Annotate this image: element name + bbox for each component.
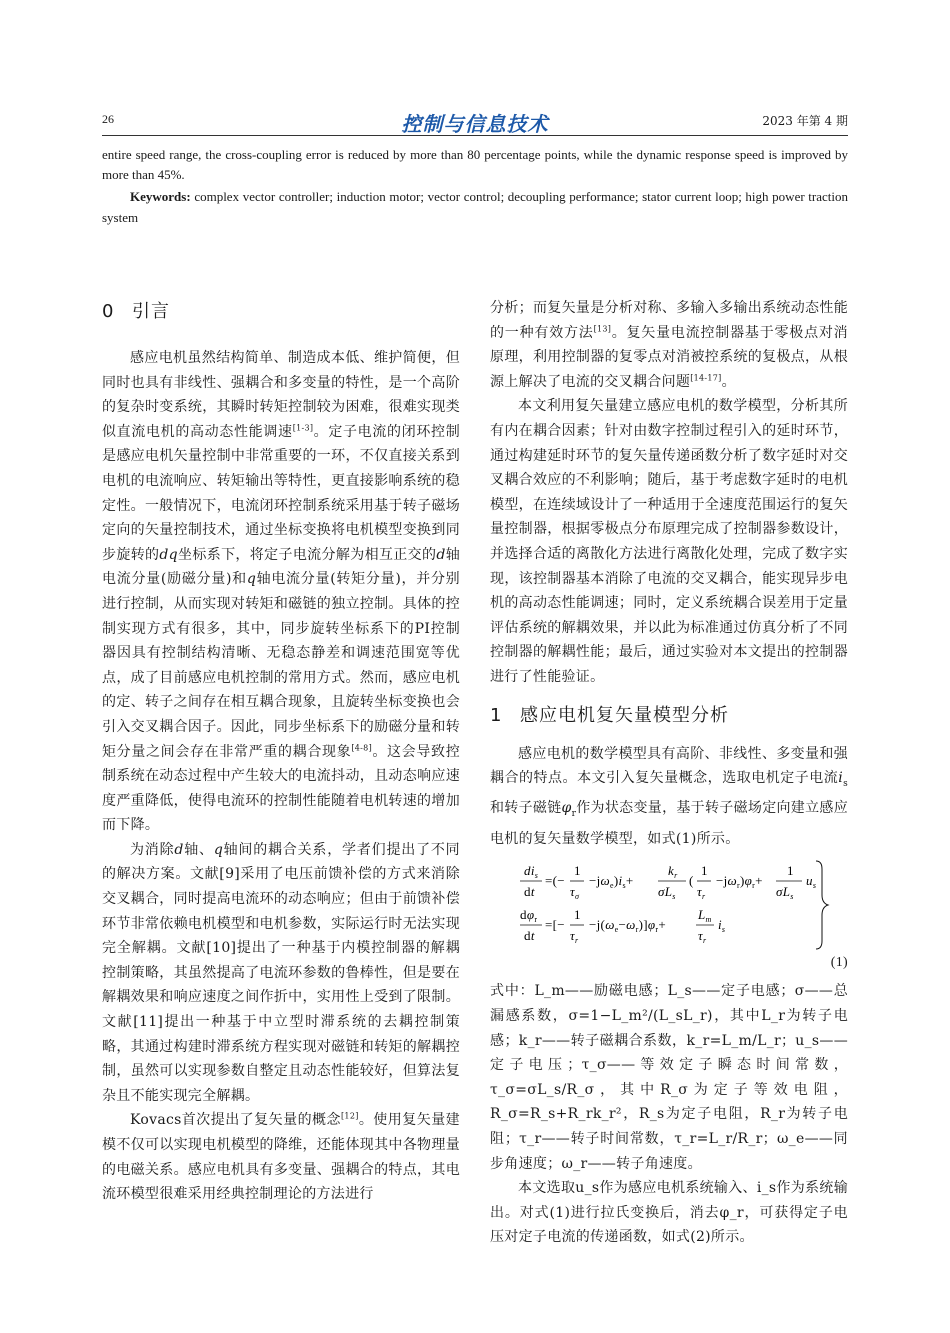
svg-text:is: $i_s$ — [718, 917, 726, 935]
keywords-label: Keywords: — [130, 189, 191, 204]
section-1-title: 感应电机复矢量模型分析 — [520, 704, 729, 726]
svg-text:τr: $\tau_r$ — [698, 928, 707, 946]
journal-title: 控制与信息技术 — [401, 112, 549, 136]
keywords-text: complex vector controller; induction motor; vector control; decoupling performance; stator current loop; high power traction system — [102, 189, 848, 225]
svg-text:σLs: $\sigma L_s$ — [658, 884, 676, 902]
intro-paragraph-2: 为消除d轴、q轴间的耦合关系，学者们提出了不同的解决方案。文献[9]采用了电压前馈补偿的方式来消除交叉耦合，同时提高电流环的动态响应；但由于前馈补偿环节非常依赖电机模型和电机参数，实际运行时无法实现完全解耦。文献[10]提出了一种基于内模控制器的解耦控制策略，其虽然提高了电流环参数的鲁棒性，但是要在解耦效果和响应速度之间作折中，实用性上受到了限制。文献[11]提出一种基于中立型时滞系统的去耦控制策略，其通过构建时滞系统方程实现对磁链和转矩的解耦控制，虽然可以实现参数自整定且动态性能较好，但算法复杂且不能实现完全解耦。 — [102, 841, 460, 1104]
svg-text:−jωe)is+: $-j\omega_e)i_s+$ — [589, 873, 634, 891]
intro-paragraph-3: Kovacs首次提出了复矢量的概念[12]。使用复矢量建模不仅可以实现电机模型的降维，还能体现其中各物理量的电磁关系。感应电机具有多变量、强耦合的特点，其电流环模型很难采用经典控制理论的方法进行 — [102, 1111, 460, 1203]
citation: [12] — [341, 1111, 359, 1121]
page-number: 26 — [102, 112, 114, 126]
symbol-definitions: 式中：L_m——励磁电感；L_s——定子电感；σ——总漏感系数，σ=1−L_m²/(L_sL_r)，其中L_r为转子电感；k_r——转子磁耦合系数，k_r=L_m/L_r；u_s——定子电压；τ_σ——等效定子瞬态时间常数，τ_σ=σL_s/R_σ，其中R_σ为定子等效电阻，R_σ=R_s+R_rk_r²，R_s为定子电阻，R_r为转子电阻；τ_r——转子时间常数，τ_r=L_r/R_r；ω_e——同步角速度；ω_r——转子角速度。 — [490, 983, 848, 1172]
svg-text:Lm: $L_m$ — [698, 907, 712, 925]
section-0-heading — [102, 296, 460, 328]
intro-paragraph-1: 感应电机虽然结构简单、制造成本低、维护简便，但同时也具有非线性、强耦合和多变量的特性，是一个高阶的复杂时变系统，其瞬时转矩控制较为困难，很难实现类似直流电机的高动态性能调速[1-3]。定子电流的闭环控制是感应电机矢量控制中非常重要的一环，不仅直接关系到电机的电流响应、转矩输出等特性，更直接影响系统的稳定性。一般情况下，电流闭环控制系统采用基于转子磁场定向的矢量控制技术，通过坐标变换将电机模型变换到同步旋转的dq坐标系下，将定子电流分解为相互正交的d轴电流分量(励磁分量)和q轴电流分量(转矩分量)，并分别进行控制，从而实现对转矩和磁链的独立控制。具体的控制实现方式有很多，其中，同步旋转坐标系下的PI控制器因具有控制结构清晰、无稳态静差和调速范围宽等优点，成了目前感应电机控制的常用方式。然而，感应电机的定、转子之间存在相互耦合现象，且旋转坐标变换也会引入交叉耦合因子。因此，同步坐标系下的励磁分量和转矩分量之间会存在非常严重的耦合现象[4-8]。这会导致控制系统在动态过程中产生较大的电流抖动，且动态响应速度严重降低，使得电流环的控制性能随着电机转速的增加而下降。 — [102, 350, 460, 834]
svg-text:(: ( — [689, 873, 694, 889]
issue-label: 2023 年第 4 期 — [762, 114, 848, 128]
svg-text:kr: $k_r$ — [668, 863, 678, 881]
svg-text:1: 1 — [574, 863, 581, 879]
svg-text:τσ: $\tau_\sigma$ — [570, 884, 580, 902]
citation: [4-8] — [351, 742, 372, 752]
model-paragraph-1: 感应电机的数学模型具有高阶、非线性、多变量和强耦合的特点。本文引入复矢量概念，选取电机定子电流$i_s$和转子磁链$\varphi_r$作为状态变量，基于转子磁场定向建立感应电机的复矢量数学模型，如式(1)所示。 — [490, 745, 849, 847]
svg-text:τr: $\tau_r$ — [570, 928, 579, 946]
right-column — [490, 296, 848, 1250]
svg-text:=(−: =(− — [545, 873, 565, 889]
section-1-number: 1 — [490, 704, 503, 726]
svg-text:1: 1 — [701, 863, 708, 879]
svg-text:−jωr)φr+: $-j\omega_r)\varphi_r+$ — [716, 873, 763, 891]
equation-1 — [490, 855, 848, 971]
intro-paragraph-3-continued: 分析；而复矢量是分析对称、多输入多输出系统动态性能的一种有效方法[13]。复矢量电流控制器基于零极点对消原理，利用控制器的复零点对消被控系统的复极点，从根源上解决了电流的交叉耦合问题[14-17]。 — [490, 300, 848, 390]
abstract-tail: entire speed range, the cross-coupling error is reduced by more than 80 percentage points, while the dynamic response speed is improved by more than 45%. — [102, 147, 848, 182]
citation: [1-3] — [292, 423, 314, 433]
svg-text:σLs: $\sigma L_s$ — [776, 884, 794, 902]
section-0-title: 引言 — [132, 301, 170, 322]
svg-text:=[−: =[− — [545, 917, 565, 933]
model-paragraph-2: 本文选取u_s作为感应电机系统输入、i_s作为系统输出。对式(1)进行拉氏变换后，消去φ_r，可获得定子电压对定子电流的传递函数，如式(2)所示。 — [490, 1180, 848, 1246]
citation: [13] — [593, 323, 612, 333]
equation-1-graphic — [490, 855, 848, 967]
equation-1-number: (1) — [830, 955, 848, 971]
section-0-number: 0 — [102, 301, 115, 322]
keywords — [102, 186, 848, 228]
svg-text:dt: dt — [524, 928, 535, 944]
svg-text:us: $u_s$ — [806, 873, 817, 891]
header-divider — [102, 135, 848, 136]
svg-text:1: 1 — [787, 863, 794, 879]
page-header — [102, 108, 848, 134]
svg-text:dis: $di_s$ — [524, 863, 539, 881]
intro-paragraph-4: 本文利用复矢量建立感应电机的数学模型，分析其所有内在耦合因素；针对由数字控制过程引入的延时环节，通过构建延时环节的复矢量传递函数分析了数字延时对交叉耦合效应的不利影响；随后，基于考虑数字延时的电机模型，在连续域设计了一种适用于全速度范围运行的复矢量控制器，根据零极点分布原理完成了控制器参数设计，并选择合适的离散化方法进行离散化处理，完成了数字实现，该控制器基本消除了电流的交叉耦合，能实现异步电机的高动态性能调速；同时，定义系统耦合误差用于定量评估系统的解耦效果，并以此为标准通过仿真分析了不同控制器的解耦性能；最后，通过实验对本文提出的控制器进行了性能验证。 — [490, 398, 848, 685]
left-column — [102, 296, 460, 1207]
svg-text:1: 1 — [574, 907, 581, 923]
citation: [14-17] — [690, 373, 722, 383]
svg-text:τr: $\tau_r$ — [697, 884, 706, 902]
svg-text:dφr: $d\varphi_r$ — [520, 907, 538, 925]
svg-text:dt: dt — [524, 884, 535, 900]
section-1-heading — [490, 700, 848, 732]
svg-text:−j(ωe−ωr)]φr+: $-j(\omega_e-\omega_r)]\varphi_r+$ — [589, 917, 666, 935]
